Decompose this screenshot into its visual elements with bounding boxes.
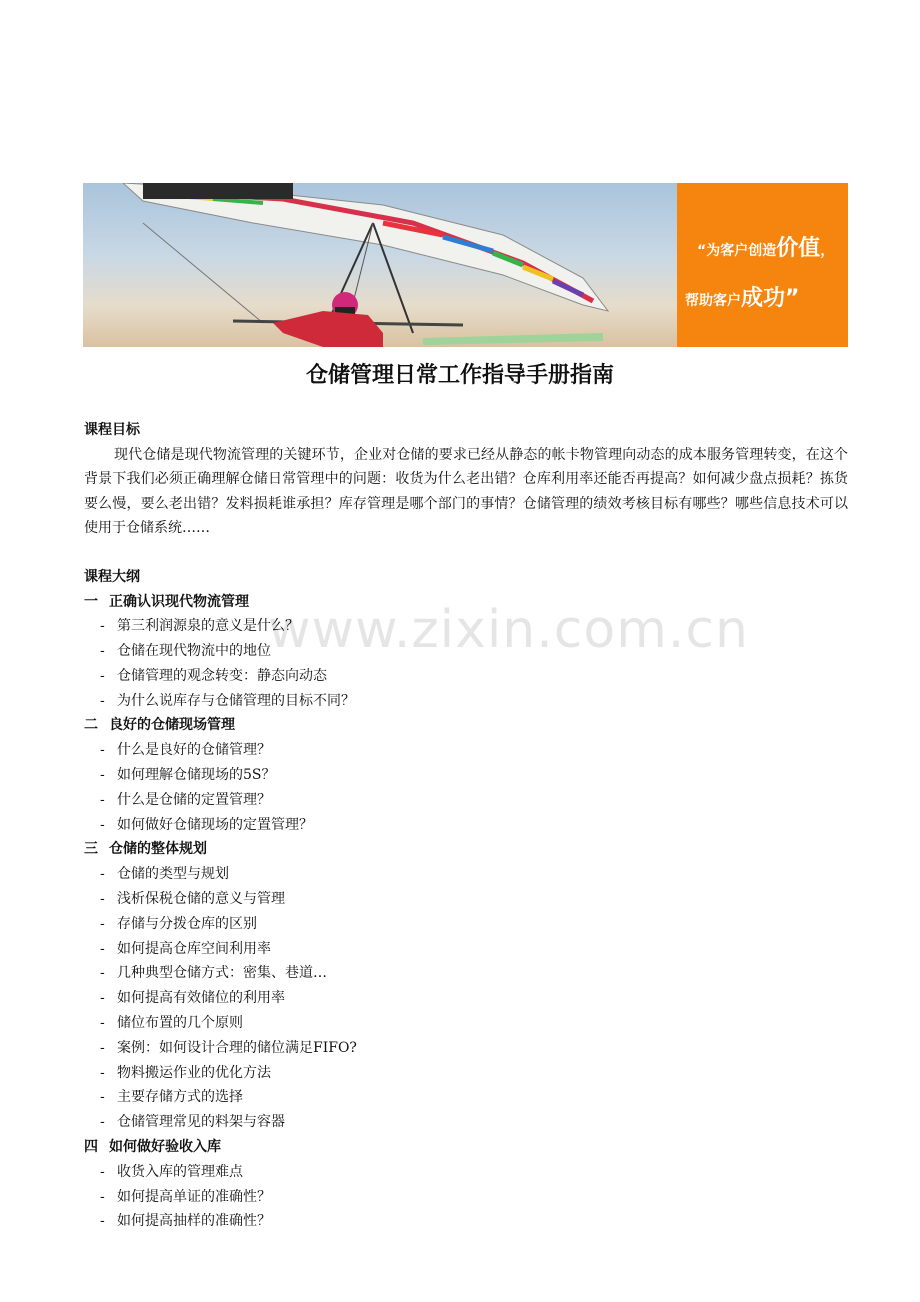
spacer [84,541,848,566]
watermark: www.zixin.com.cn [268,600,749,660]
outline-item-text: 如何理解仓储现场的5S？ [117,767,276,784]
bullet-dash: - [100,692,105,709]
outline-item [84,689,848,714]
chapter-number: 三 [84,841,98,858]
chapter-number: 二 [84,717,98,734]
bullet-dash: - [100,891,105,908]
bullet-dash: - [100,667,105,684]
slogan-panel [677,183,848,347]
outline-item-text: 存储与分拨仓库的区别 [117,915,257,932]
slogan-text: 帮助客户 [685,293,741,309]
bullet-dash: - [100,965,105,982]
chapter-heading [84,1135,848,1160]
outline-item-text: 如何提高单证的准确性？ [117,1188,271,1205]
outline-item-text: 主要存储方式的选择 [117,1089,243,1106]
bullet-dash: - [100,940,105,957]
slogan-text: ， [820,243,835,259]
outline-item-text: 收货入库的管理难点 [117,1163,243,1180]
slogan-text: ” [785,286,800,311]
outline-item-text: 案例：如何设计合理的储位满足FIFO? [117,1039,357,1056]
bullet-dash: - [100,767,105,784]
header-banner [83,183,848,347]
chapter-number: 一 [84,593,98,610]
outline-item-text: 什么是良好的仓储管理？ [117,742,271,759]
chapter-heading [84,713,848,738]
chapter-heading [84,837,848,862]
outline-item [84,1085,848,1110]
bullet-dash: - [100,742,105,759]
outline-item [84,862,848,887]
outline-item [84,1185,848,1210]
bullet-dash: - [100,1188,105,1205]
outline-item [84,1209,848,1234]
bullet-dash: - [100,1064,105,1081]
document-body [84,418,848,1234]
outline-item [84,1061,848,1086]
outline-item [84,614,848,639]
outline-item [84,887,848,912]
slogan-line-1 [697,231,834,262]
goal-heading: 课程目标 [84,422,140,438]
chapter-title: 良好的仓储现场管理 [109,717,235,734]
bullet-dash: - [100,990,105,1007]
bullet-dash: - [100,791,105,808]
outline-item-text: 仓储在现代物流中的地位 [117,643,271,660]
outline-item [84,1160,848,1185]
outline-item [84,788,848,813]
slogan-emphasis: 价值 [776,236,821,261]
bullet-dash: - [100,1213,105,1230]
bullet-dash: - [100,1163,105,1180]
outline-item [84,738,848,763]
outline-list [84,590,848,1235]
bullet-dash: - [100,643,105,660]
outline-item-text: 如何提高抽样的准确性？ [117,1213,271,1230]
slogan-emphasis: 成功 [741,286,786,311]
outline-item [84,1036,848,1061]
outline-item [84,813,848,838]
outline-item-text: 为什么说库存与仓储管理的目标不同？ [117,692,355,709]
outline-item [84,664,848,689]
outline-item-text: 如何提高仓库空间利用率 [117,940,271,957]
outline-item-text: 储位布置的几个原则 [117,1015,243,1032]
outline-item [84,1011,848,1036]
outline-heading: 课程大纲 [84,569,140,585]
bullet-dash: - [100,816,105,833]
outline-item-text: 什么是仓储的定置管理？ [117,791,271,808]
bullet-dash: - [100,1039,105,1056]
slogan-line-2 [685,281,799,312]
bullet-dash: - [100,866,105,883]
outline-item [84,937,848,962]
bullet-dash: - [100,1015,105,1032]
outline-item-text: 如何做好仓储现场的定置管理？ [117,816,313,833]
outline-item [84,912,848,937]
bullet-dash: - [100,915,105,932]
hang-glider-illustration [83,183,677,347]
goal-paragraph: 现代仓储是现代物流管理的关键环节，企业对仓储的要求已经从静态的帐卡物管理向动态的成本服务管理转变，在这个背景下我们必须正确理解仓储日常管理中的问题：收货为什么老出错？仓库利用率还能否再提高？如何减少盘点损耗？拣货要么慢，要么老出错？发料损耗谁承担？库存管理是哪个部门的事情？仓储管理的绩效考核目标有哪些？哪些信息技术可以使用于仓储系统…… [84,446,848,536]
bullet-dash: - [100,1089,105,1106]
bullet-dash: - [100,618,105,635]
chapter-title: 正确认识现代物流管理 [109,593,249,610]
bullet-dash: - [100,1114,105,1131]
outline-item [84,961,848,986]
chapter-number: 四 [84,1139,98,1156]
outline-item-text: 如何提高有效储位的利用率 [117,990,285,1007]
chapter-heading [84,590,848,615]
outline-item-text: 物料搬运作业的优化方法 [117,1064,271,1081]
slogan-text: “为客户创造 [697,243,777,259]
outline-item-text: 仓储管理常见的料架与容器 [117,1114,285,1131]
outline-item-text: 仓储的类型与规划 [117,866,229,883]
outline-item [84,639,848,664]
chapter-title: 仓储的整体规划 [109,841,207,858]
chapter-title: 如何做好验收入库 [109,1139,221,1156]
outline-item [84,986,848,1011]
outline-item [84,763,848,788]
document-title: 仓储管理日常工作指导手册指南 [305,363,614,388]
outline-item-text: 浅析保税仓储的意义与管理 [117,891,285,908]
outline-item-text: 几种典型仓储方式：密集、巷道… [117,965,327,982]
hang-glider-photo [83,183,677,347]
outline-item-text: 仓储管理的观念转变：静态向动态 [117,667,327,684]
outline-item-text: 第三利润源泉的意义是什么？ [117,618,299,635]
outline-item [84,1110,848,1135]
